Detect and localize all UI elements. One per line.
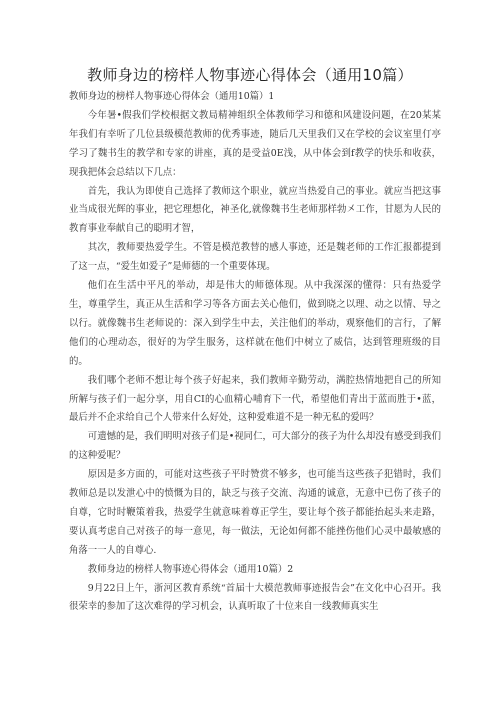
section-heading: 教师身边的榜样人物事迹心得体会（通用10篇）1: [69, 91, 275, 102]
paragraph: 其次，教师要热爱学生。不管是模范教替的感人事迹，还是魏老师的工作汇报都提到了这一点，“爱生如爱子”是师德的一个重要体现。: [69, 242, 441, 273]
paragraph: 可遗憾的是，我们明明对孩子们是•视同仁，可大部分的孩子为什么却没有感受到我们的这种爱呢？: [69, 431, 441, 462]
paragraph: 我们哪个老师不想让每个孩子好起来，我们教师辛勤劳动，满腔热情地把自己的所知所解与孩子们一起分享，用自CI的心血精心哺育下一代，希望他们青出于蓝而胜于•蓝，最后并不企求给自己个人带来什么好处，这种爱难道不是一种无私的爱吗？: [69, 374, 441, 424]
paragraph: 今年暑•假我们学校根据文教局精神组织全体教师学习和德和风建设问题，在20某某年我们有幸听了几位县级模范教师的优秀事迹，随后几天里我们又在学校的会议室里仃亭学习了魏书生的教学和专家的讲座，真的是受益0E浅，从中体会到f教学的快乐和收获，现我把体会总结以下几点：: [69, 109, 441, 178]
paragraph: 9月22日上午，浙河区教育系统“首届十大模范教师事迹报告会”在文化中心召开。我很荣幸的参加了这次难得的学习机会，认真听取了十位来自一线教师真实生: [69, 582, 441, 613]
document-title: 教师身边的榜样人物事迹心得体会（通用10篇）: [87, 66, 413, 84]
paragraph: 他们在生活中平凡的举动，却是伟大的师德体现。从中我深深的懂得：只有热爱学生，尊重学生，真正从生活和学习等各方面去关心他们，做到晓之以理、动之以情、导之以行。就像魏书生老师说的：深入到学生中去，关注他们的举动，观察他们的言行，了解他们的心理动态，很好的为学生服务，这样就在他们中树立了威信，达到管理班级的目的。: [69, 280, 441, 367]
paragraph: 原因是多方面的，可能对这些孩子平时赞赏不够多，也可能当这些孩子犯错时，我们教师总是以发泄心中的愤慨为目的，缺乏与孩子交流、沟通的诚意，无意中已伤了孩子的自尊，它时时鞭策着我，热爱学生就意味着尊正学生，要让每个孩子都能抬起头来走路，要认真考虑自己对孩子的每一意见，每一做法，无论如何都不能挫伤他们心灵中最敏感的角落一一人的自尊心.: [69, 469, 441, 556]
document-body: [69, 88, 441, 617]
paragraph: 首先，我认为即使自己选择了教师这个职业，就应当热爱自己的事业。就应当把这事业当成很光辉的事业，把它理想化，神圣化,就像魏书生老师那样勃㐅工作，甘愿为人民的教育事业奉献自己的聪明才智，: [69, 185, 441, 235]
section-heading: 教师身边的榜样人物事迹心得体会（通用10篇）2: [87, 563, 294, 575]
